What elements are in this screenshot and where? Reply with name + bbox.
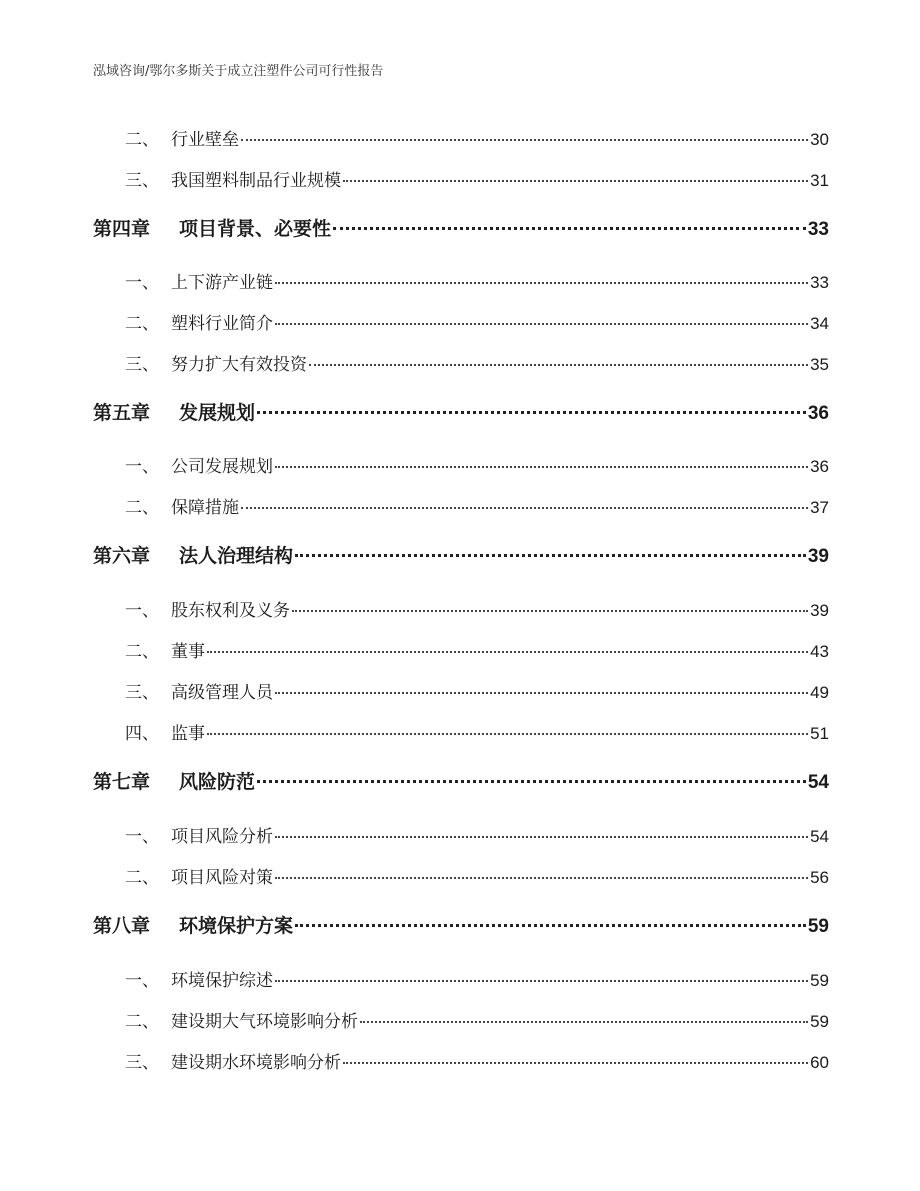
toc-section-entry[interactable] [93, 452, 829, 477]
toc-entry-title: 项目风险对策 [171, 868, 273, 888]
toc-entry-title: 塑料行业简介 [171, 314, 273, 334]
toc-entry-number: 二、 [125, 314, 159, 334]
toc-dot-leader [333, 227, 806, 230]
toc-entry-title: 努力扩大有效投资 [171, 355, 307, 375]
toc-chapter-entry[interactable] [93, 541, 829, 568]
toc-dot-leader [275, 836, 808, 838]
toc-entry-title: 行业壁垒 [171, 130, 239, 150]
toc-chapter-entry[interactable] [93, 911, 829, 938]
toc-dot-leader [309, 364, 808, 366]
toc-page-number: 56 [810, 868, 829, 887]
toc-chapter-entry[interactable] [93, 214, 829, 241]
toc-entry-title: 发展规划 [179, 402, 256, 424]
toc-entry-number: 第五章 [93, 402, 151, 424]
toc-page-number: 49 [810, 683, 829, 702]
toc-page-number: 54 [807, 772, 829, 793]
toc-page-number: 59 [810, 971, 829, 990]
toc-section-entry[interactable] [93, 678, 829, 703]
toc-entry-number: 三、 [125, 171, 159, 191]
toc-entry-title: 建设期大气环境影响分析 [171, 1012, 358, 1032]
toc-page-number: 36 [810, 457, 829, 476]
toc-entry-title: 监事 [171, 724, 205, 744]
toc-page-number: 33 [810, 273, 829, 292]
toc-dot-leader [275, 323, 808, 325]
toc-dot-leader [257, 411, 806, 414]
toc-section-entry[interactable] [93, 719, 829, 744]
toc-section-entry[interactable] [93, 309, 829, 334]
toc-entry-number: 三、 [125, 683, 159, 703]
toc-entry-number: 一、 [125, 827, 159, 847]
toc-entry-number: 三、 [125, 355, 159, 375]
toc-entry-number: 二、 [125, 498, 159, 518]
toc-page-number: 31 [810, 171, 829, 190]
page-header: 泓域咨询/鄂尔多斯关于成立注塑件公司可行性报告 [93, 64, 384, 79]
toc-section-entry[interactable] [93, 493, 829, 518]
toc-chapter-entry[interactable] [93, 767, 829, 794]
toc-entry-number: 三、 [125, 1053, 159, 1073]
toc-dot-leader [360, 1021, 808, 1023]
toc-entry-number: 一、 [125, 457, 159, 477]
toc-entry-title: 法人治理结构 [179, 545, 294, 567]
toc-entry-number: 二、 [125, 868, 159, 888]
toc-entry-number: 二、 [125, 642, 159, 662]
toc-section-entry[interactable] [93, 350, 829, 375]
toc-dot-leader [257, 780, 806, 783]
toc-section-entry[interactable] [93, 166, 829, 191]
toc-section-entry[interactable] [93, 268, 829, 293]
toc-page-number: 30 [810, 130, 829, 149]
toc-section-entry[interactable] [93, 822, 829, 847]
toc-dot-leader [207, 651, 808, 653]
toc-dot-leader [343, 180, 808, 182]
toc-dot-leader [292, 610, 808, 612]
toc-entry-title: 股东权利及义务 [171, 601, 290, 621]
toc-page-number: 36 [807, 403, 829, 424]
toc-page-number: 35 [810, 355, 829, 374]
toc-chapter-entry[interactable] [93, 398, 829, 425]
toc-dot-leader [275, 980, 808, 982]
toc-section-entry[interactable] [93, 596, 829, 621]
toc-section-entry[interactable] [93, 1007, 829, 1032]
toc-section-entry[interactable] [93, 863, 829, 888]
toc-section-entry[interactable] [93, 637, 829, 662]
toc-section-entry[interactable] [93, 966, 829, 991]
toc-entry-number: 第七章 [93, 771, 151, 793]
toc-page-number: 60 [810, 1053, 829, 1072]
toc-dot-leader [241, 139, 808, 141]
toc-page-number: 37 [810, 498, 829, 517]
toc-dot-leader [241, 507, 808, 509]
toc-page-number: 39 [807, 546, 829, 567]
toc-page-number: 34 [810, 314, 829, 333]
toc-entry-number: 四、 [125, 724, 159, 744]
toc-entry-number: 二、 [125, 130, 159, 150]
toc-entry-number: 一、 [125, 601, 159, 621]
toc-entry-title: 公司发展规划 [171, 457, 273, 477]
toc-dot-leader [275, 877, 808, 879]
toc-entry-number: 第四章 [93, 218, 151, 240]
toc-entry-number: 一、 [125, 273, 159, 293]
toc-entry-number: 第八章 [93, 915, 151, 937]
toc-dot-leader [207, 733, 808, 735]
toc-page-number: 51 [810, 724, 829, 743]
toc-section-entry[interactable] [93, 125, 829, 150]
toc-dot-leader [343, 1062, 808, 1064]
toc-page-number: 54 [810, 827, 829, 846]
toc-section-entry[interactable] [93, 1048, 829, 1073]
toc-entry-title: 上下游产业链 [171, 273, 273, 293]
toc-entry-number: 第六章 [93, 545, 151, 567]
toc-dot-leader [295, 924, 806, 927]
toc-entry-title: 环境保护方案 [179, 915, 294, 937]
toc-entry-title: 建设期水环境影响分析 [171, 1053, 341, 1073]
toc-page-number: 59 [807, 916, 829, 937]
toc-dot-leader [275, 692, 808, 694]
toc-dot-leader [295, 554, 806, 557]
toc-page-number: 43 [810, 642, 829, 661]
toc-entry-title: 高级管理人员 [171, 683, 273, 703]
toc-entry-title: 风险防范 [179, 771, 256, 793]
toc-dot-leader [275, 466, 808, 468]
toc-entry-title: 环境保护综述 [171, 971, 273, 991]
toc-page-number: 59 [810, 1012, 829, 1031]
toc-page-number: 39 [810, 601, 829, 620]
toc-entry-title: 董事 [171, 642, 205, 662]
toc-entry-title: 项目背景、必要性 [179, 218, 332, 240]
toc-entry-title: 项目风险分析 [171, 827, 273, 847]
toc-page-number: 33 [807, 219, 829, 240]
toc-entry-title: 保障措施 [171, 498, 239, 518]
toc-entry-number: 二、 [125, 1012, 159, 1032]
toc-dot-leader [275, 282, 808, 284]
toc-entry-number: 一、 [125, 971, 159, 991]
toc-entry-title: 我国塑料制品行业规模 [171, 171, 341, 191]
